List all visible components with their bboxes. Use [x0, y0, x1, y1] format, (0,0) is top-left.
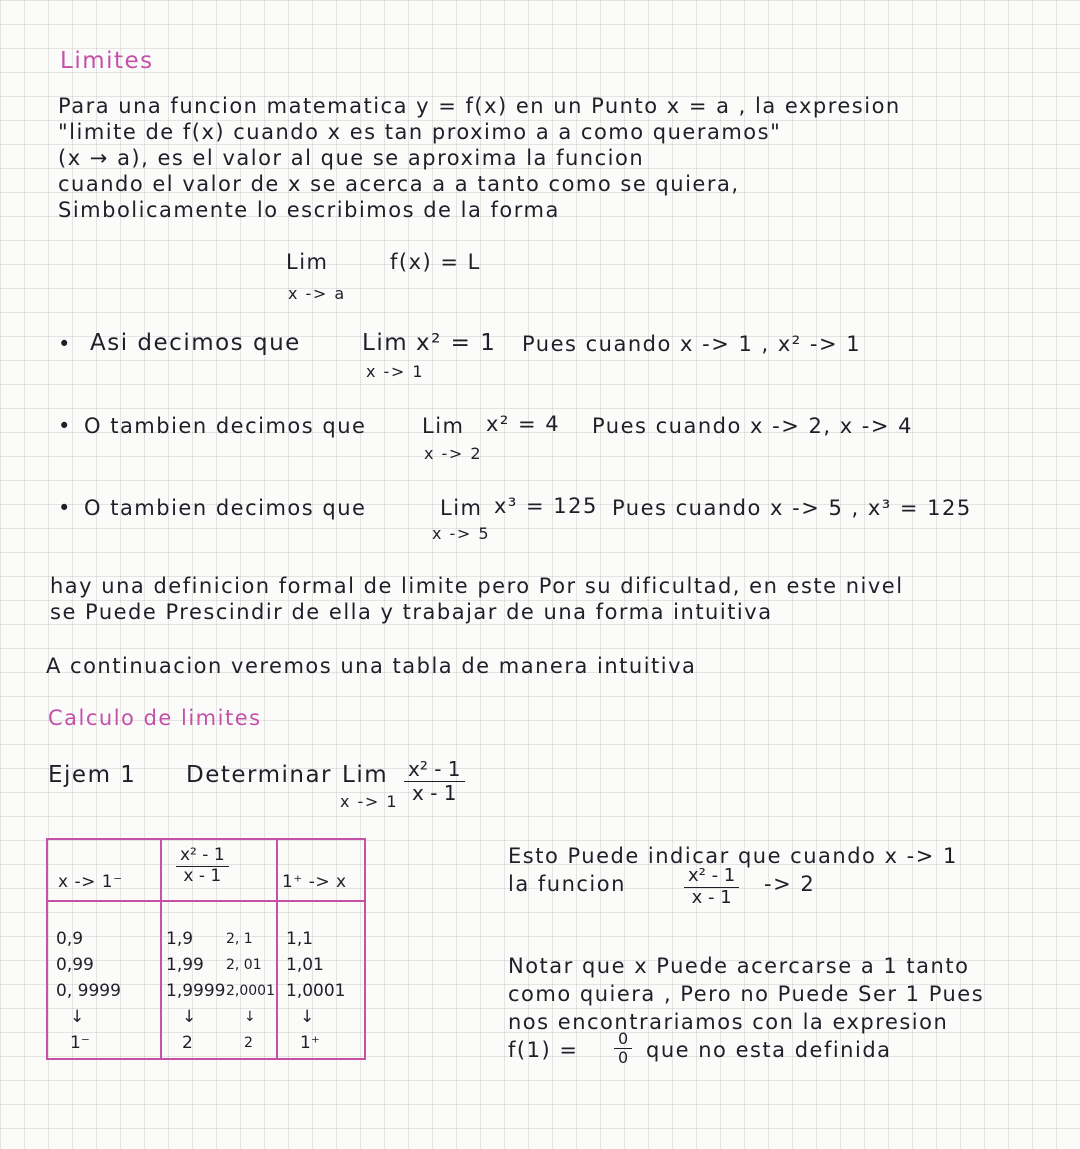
example-2-tail: Pues cuando x -> 2, x -> 4: [592, 414, 914, 438]
table-cell: ↓: [70, 1007, 85, 1027]
note-2-line-3: nos encontrariamos con la expresion: [508, 1010, 949, 1034]
example-1-lead: Asi decimos que: [90, 330, 301, 356]
table-divider-right: [276, 840, 278, 1058]
example-2-bullet: •: [58, 414, 72, 438]
table-column-1: [56, 926, 121, 1056]
example-1-lim: Lim: [362, 330, 409, 356]
intro-line-3: (x → a), es el valor al que se aproxima la funcion: [58, 146, 645, 170]
table-cell: 2, 1: [226, 931, 253, 947]
table-cell: 2: [244, 1035, 253, 1051]
note-1-line-2a: la funcion: [508, 872, 626, 896]
table-cell: ↓: [244, 1009, 256, 1025]
example-2-lead: O tambien decimos que: [84, 414, 367, 438]
example-3-expr: x³ = 125: [494, 494, 598, 518]
note-2-line-2: como quiera , Pero no Puede Ser 1 Pues: [508, 982, 985, 1006]
note-1-line-1: Esto Puede indicar que cuando x -> 1: [508, 844, 958, 868]
example-3-sub: x -> 5: [432, 524, 490, 543]
table-cell: ↓: [300, 1007, 315, 1027]
example-3-tail: Pues cuando x -> 5 , x³ = 125: [612, 496, 972, 520]
example-2-expr: x² = 4: [486, 412, 561, 436]
note-1-numerator: x² - 1: [684, 866, 739, 888]
exercise-fraction: [404, 758, 465, 805]
limit-table: [46, 838, 366, 1060]
table-cell: 1,1: [286, 929, 314, 949]
paragraph-line-2: se Puede Prescindir de ella y trabajar de una forma intuitiva: [50, 600, 773, 624]
table-cell: 2: [182, 1033, 193, 1053]
table-cell: 1⁻: [70, 1033, 90, 1053]
exercise-denominator: x - 1: [412, 781, 457, 805]
table-cell: 0,9: [56, 929, 84, 949]
table-header-fraction: [176, 846, 229, 886]
exercise-label: Ejem 1: [48, 762, 137, 788]
table-cell: 1⁺: [300, 1033, 320, 1053]
note-2-fraction: [614, 1030, 632, 1068]
section-subtitle: Calculo de limites: [48, 706, 262, 730]
table-cell: 1,99: [166, 955, 204, 975]
table-cell: 0, 9999: [56, 981, 121, 1001]
exercise-sub: x -> 1: [340, 792, 398, 811]
intro-line-1: Para una funcion matematica y = f(x) en un Punto x = a , la expresion: [58, 94, 901, 118]
intro-line-4: cuando el valor de x se acerca a a tanto como se quiera,: [58, 172, 740, 196]
example-3-lead: O tambien decimos que: [84, 496, 367, 520]
example-3-bullet: •: [58, 496, 72, 520]
general-expr: f(x) = L: [390, 250, 481, 274]
example-1-tail: Pues cuando x -> 1 , x² -> 1: [522, 332, 862, 356]
table-divider-left: [160, 840, 162, 1058]
table-cell: 2, 01: [226, 957, 262, 973]
example-1-sub: x -> 1: [366, 362, 424, 381]
note-2-numerator: 0: [614, 1030, 632, 1049]
example-2-lim: Lim: [422, 414, 465, 438]
page-title: Limites: [60, 48, 154, 74]
table-header-denominator: x - 1: [183, 865, 222, 886]
note-2-line-4a: f(1) =: [508, 1038, 579, 1062]
table-column-4: [286, 926, 345, 1056]
paragraph-line-3: A continuacion veremos una tabla de manera intuitiva: [46, 654, 697, 678]
table-cell: 0,99: [56, 955, 94, 975]
table-cell: ↓: [182, 1007, 197, 1027]
note-1-denominator: x - 1: [691, 886, 732, 908]
exercise-verb: Determinar: [186, 762, 333, 788]
table-header-numerator: x² - 1: [176, 846, 229, 867]
example-2-sub: x -> 2: [424, 444, 482, 463]
table-cell: 1,9: [166, 929, 194, 949]
table-cell: 1,0001: [286, 981, 346, 1001]
note-2-denominator: 0: [618, 1048, 629, 1068]
note-2-line-4b: que no esta definida: [646, 1038, 892, 1062]
exercise-numerator: x² - 1: [404, 758, 465, 782]
general-lim: Lim: [286, 250, 329, 274]
table-cell: 1,01: [286, 955, 324, 975]
table-cell: 2,0001: [226, 983, 275, 999]
paragraph-line-1: hay una definicion formal de limite pero Por su dificultad, en este nivel: [50, 574, 904, 598]
table-cell: 1,9999: [166, 981, 226, 1001]
note-1-fraction: [684, 866, 739, 908]
table-header-left: x -> 1⁻: [58, 872, 123, 892]
general-sub: x -> a: [288, 284, 346, 303]
intro-line-2: "limite de f(x) cuando x es tan proximo a a como queramos": [58, 120, 782, 144]
table-column-2: [166, 926, 225, 1056]
example-1-bullet: •: [58, 332, 72, 356]
note-2-line-1: Notar que x Puede acercarse a 1 tanto: [508, 954, 970, 978]
table-column-3: [226, 926, 275, 1056]
table-header-right: 1⁺ -> x: [282, 872, 347, 892]
example-1-expr: x² = 1: [416, 330, 497, 356]
exercise-lim: Lim: [342, 762, 389, 788]
table-header-divider: [48, 900, 364, 902]
note-1-line-2b: -> 2: [764, 872, 816, 896]
example-3-lim: Lim: [440, 496, 483, 520]
intro-line-5: Simbolicamente lo escribimos de la forma: [58, 198, 560, 222]
